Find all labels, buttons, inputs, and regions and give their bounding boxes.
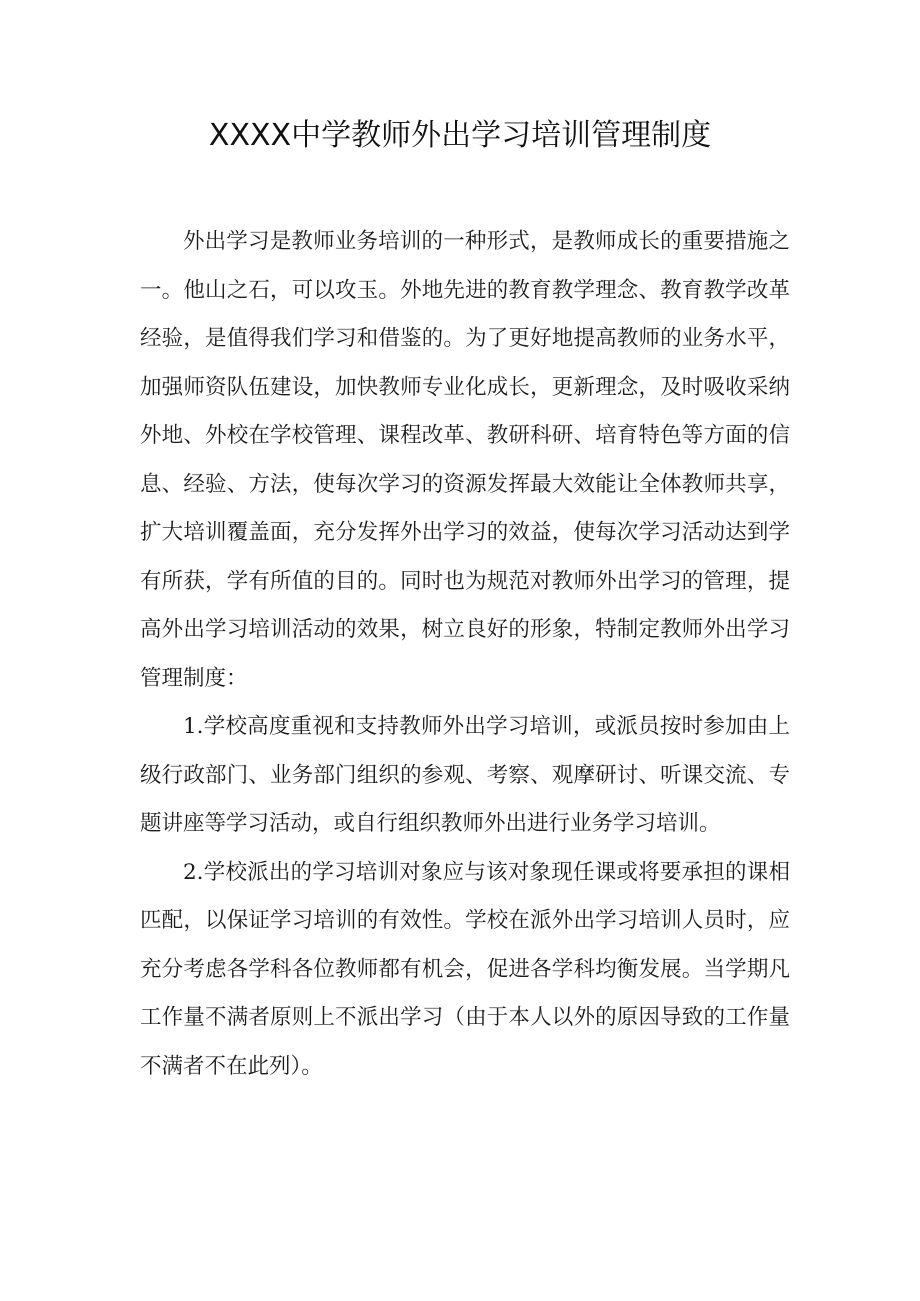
paragraph-item-1: 1.学校高度重视和支持教师外出学习培训，或派员按时参加由上级行政部门、业务部门组织的参观、考察、观摩研讨、听课交流、专题讲座等学习活动，或自行组织教师外出进行业务学习培训。 xyxy=(140,714,790,836)
document-body xyxy=(140,218,790,1091)
document-title: XXXX中学教师外出学习培训管理制度 xyxy=(208,118,712,153)
paragraph-intro: 外出学习是教师业务培训的一种形式，是教师成长的重要措施之一。他山之石，可以攻玉。外地先进的教育教学理念、教育教学改革经验，是值得我们学习和借鉴的。为了更好地提高教师的业务水平，加强师资队伍建设，加快教师专业化成长，更新理念，及时吸收采纳外地、外校在学校管理、课程改革、教研科研、培育特色等方面的信息、经验、方法，使每次学习的资源发挥最大效能让全体教师共享，扩大培训覆盖面，充分发挥外出学习的效益，使每次学习活动达到学有所获，学有所值的目的。同时也为规范对教师外出学习的管理，提高外出学习培训活动的效果，树立良好的形象，特制定教师外出学习管理制度： xyxy=(140,229,790,691)
paragraph-item-2: 2.学校派出的学习培训对象应与该对象现任课或将要承担的课相匹配，以保证学习培训的有效性。学校在派外出学习培训人员时，应充分考虑各学科各位教师都有机会，促进各学科均衡发展。当学期凡工作量不满者原则上不派出学习（由于本人以外的原因导致的工作量不满者不在此列）。 xyxy=(140,859,790,1079)
